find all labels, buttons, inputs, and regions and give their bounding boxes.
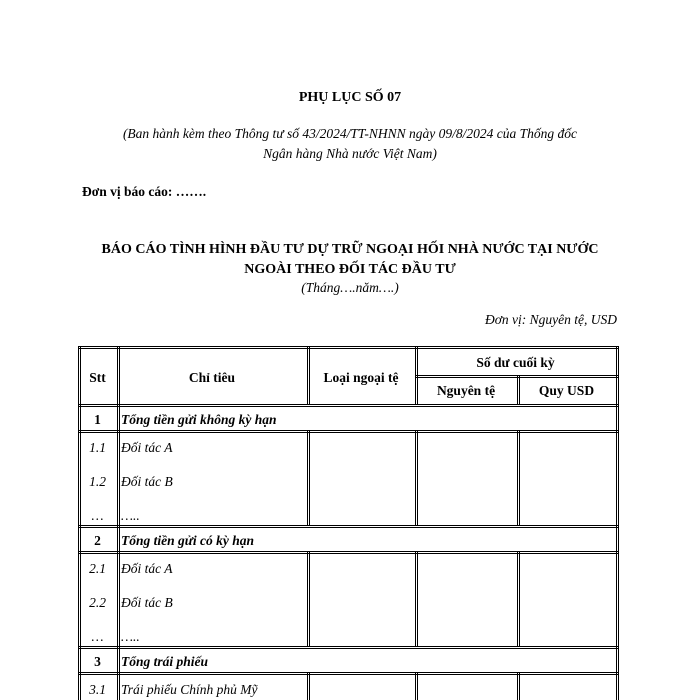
- section-stt: 1: [94, 412, 101, 427]
- section-top-rule: [78, 404, 619, 407]
- row-label: Trái phiếu Chính phủ Mỹ: [121, 682, 258, 697]
- section-stt: 2: [94, 533, 101, 548]
- row-stt: 1.1: [89, 440, 106, 455]
- row-label: Đối tác B: [121, 474, 173, 489]
- row-stt: …: [91, 629, 104, 644]
- body-col-rule: [415, 430, 418, 525]
- header-stt: Stt: [89, 370, 106, 385]
- section-top-rule: [78, 525, 619, 528]
- table-right-rule: [616, 346, 619, 700]
- body-col-rule: [415, 672, 418, 700]
- body-col-rule: [517, 551, 520, 646]
- reporting-unit: Đơn vị báo cáo: …….: [82, 184, 207, 199]
- row-label: …..: [121, 629, 140, 644]
- issuance-note-line-2: Ngân hàng Nhà nước Việt Nam): [263, 146, 437, 161]
- row-stt: 1.2: [89, 474, 106, 489]
- row-label: Đối tác B: [121, 595, 173, 610]
- report-title-line-2: NGOÀI THEO ĐỐI TÁC ĐẦU TƯ: [244, 262, 456, 277]
- section-label: Tổng trái phiếu: [121, 654, 209, 669]
- body-col-rule: [517, 430, 520, 525]
- section-stt: 3: [94, 654, 101, 669]
- header-usd: Quy USD: [538, 383, 595, 398]
- row-label: Đối tác A: [121, 440, 173, 455]
- stt-col-rule: [117, 346, 120, 700]
- report-title: [0, 240, 700, 280]
- header-ending-balance: Số dư cuối kỳ: [476, 355, 555, 370]
- header-col-rule: [415, 346, 418, 404]
- table-top-rule: [78, 346, 619, 349]
- row-stt: 2.1: [89, 561, 106, 576]
- section-bottom-rule: [78, 430, 619, 433]
- row-stt: 3.1: [89, 682, 106, 697]
- measure-unit: Đơn vị: Nguyên tệ, USD: [484, 312, 617, 327]
- row-label: …..: [121, 508, 140, 523]
- report-period: (Tháng….năm….): [301, 280, 399, 295]
- row-stt: 2.2: [89, 595, 106, 610]
- body-col-rule: [517, 672, 520, 700]
- table-left-rule: [78, 346, 81, 700]
- section-label: Tổng tiền gửi có kỳ hạn: [121, 533, 254, 548]
- report-title-line-1: BÁO CÁO TÌNH HÌNH ĐẦU TƯ DỰ TRỮ NGOẠI HỐI NHÀ NƯỚC TẠI NƯỚC: [101, 242, 599, 257]
- issuance-note-line-1: (Ban hành kèm theo Thông tư số 43/2024/TT-NHNN ngày 09/8/2024 của Thống đốc: [122, 126, 578, 141]
- body-col-rule: [307, 430, 310, 525]
- row-label: Đối tác A: [121, 561, 173, 576]
- appendix-title: PHỤ LỤC SỐ 07: [298, 90, 402, 105]
- section-bottom-rule: [78, 551, 619, 554]
- body-col-rule: [307, 551, 310, 646]
- section-label: Tổng tiền gửi không kỳ hạn: [121, 412, 277, 427]
- section-bottom-rule: [78, 672, 619, 675]
- body-col-rule: [307, 672, 310, 700]
- section-top-rule: [78, 646, 619, 649]
- header-currency-type: Loại ngoại tệ: [323, 370, 399, 385]
- row-stt: …: [91, 508, 104, 523]
- header-col-rule: [517, 375, 520, 404]
- header-col-rule: [307, 346, 310, 404]
- body-col-rule: [415, 551, 418, 646]
- header-indicator: Chỉ tiêu: [188, 370, 236, 385]
- issuance-note: [0, 124, 700, 164]
- header-original-currency: Nguyên tệ: [436, 383, 496, 398]
